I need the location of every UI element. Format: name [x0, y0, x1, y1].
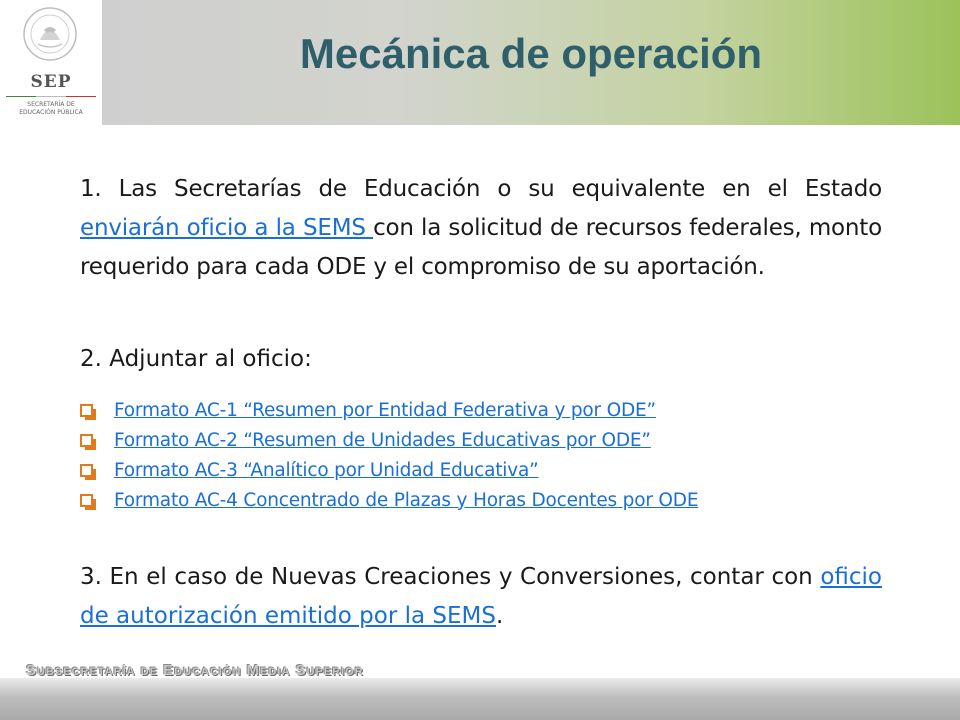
link-formato-ac2[interactable]: Formato AC-2 “Resumen de Unidades Educativas por ODE” — [114, 429, 651, 451]
checkbox-bullet-icon — [80, 434, 93, 447]
checkbox-bullet-icon — [80, 464, 93, 477]
list-item — [80, 425, 698, 455]
list-item — [80, 395, 698, 425]
list-item — [80, 485, 698, 515]
sep-subtitle — [0, 101, 102, 117]
checkbox-bullet-icon — [80, 494, 93, 507]
sep-logo — [0, 0, 102, 125]
link-formato-ac3[interactable]: Formato AC-3 “Analítico por Unidad Educativa” — [114, 459, 539, 481]
item-3-text-after: . — [495, 603, 504, 629]
item-1-text-after: con la solicitud de recursos federales, monto requerido para cada ODE y el compromiso de su aportación. — [80, 215, 882, 280]
item-1-paragraph — [80, 170, 882, 287]
item-3-text-before: 3. En el caso de Nuevas Creaciones y Conversiones, contar con — [80, 564, 821, 590]
item-1-text-before: 1. Las Secretarías de Educación o su equivalente en el Estado — [80, 176, 882, 202]
footer-text: Subsecretaría de Educación Media Superior — [26, 662, 364, 679]
link-formato-ac4[interactable]: Formato AC-4 Concentrado de Plazas y Horas Docentes por ODE — [114, 489, 699, 511]
sep-name: SEP — [30, 72, 72, 92]
link-enviaran-oficio[interactable]: enviarán oficio a la SEMS — [80, 215, 374, 241]
footer-bar — [0, 678, 960, 720]
mexican-eagle-seal-icon — [22, 6, 78, 62]
sep-subtitle-line2: EDUCACIÓN PÚBLICA — [19, 109, 83, 116]
sep-subtitle-line1: SECRETARÍA DE — [27, 101, 75, 108]
list-item — [80, 455, 698, 485]
sep-divider — [6, 96, 96, 97]
link-formato-ac1[interactable]: Formato AC-1 “Resumen por Entidad Federativa y por ODE” — [114, 399, 656, 421]
checkbox-bullet-icon — [80, 404, 93, 417]
item-3-paragraph — [80, 558, 882, 636]
item-2-heading: 2. Adjuntar al oficio: — [80, 346, 312, 372]
attachments-list — [80, 395, 698, 515]
page-title: Mecánica de operación — [299, 30, 763, 77]
link-oficio-autorizacion[interactable]: oficio de autorización emitido por la SEMS — [80, 564, 882, 629]
item-1 — [80, 170, 882, 287]
